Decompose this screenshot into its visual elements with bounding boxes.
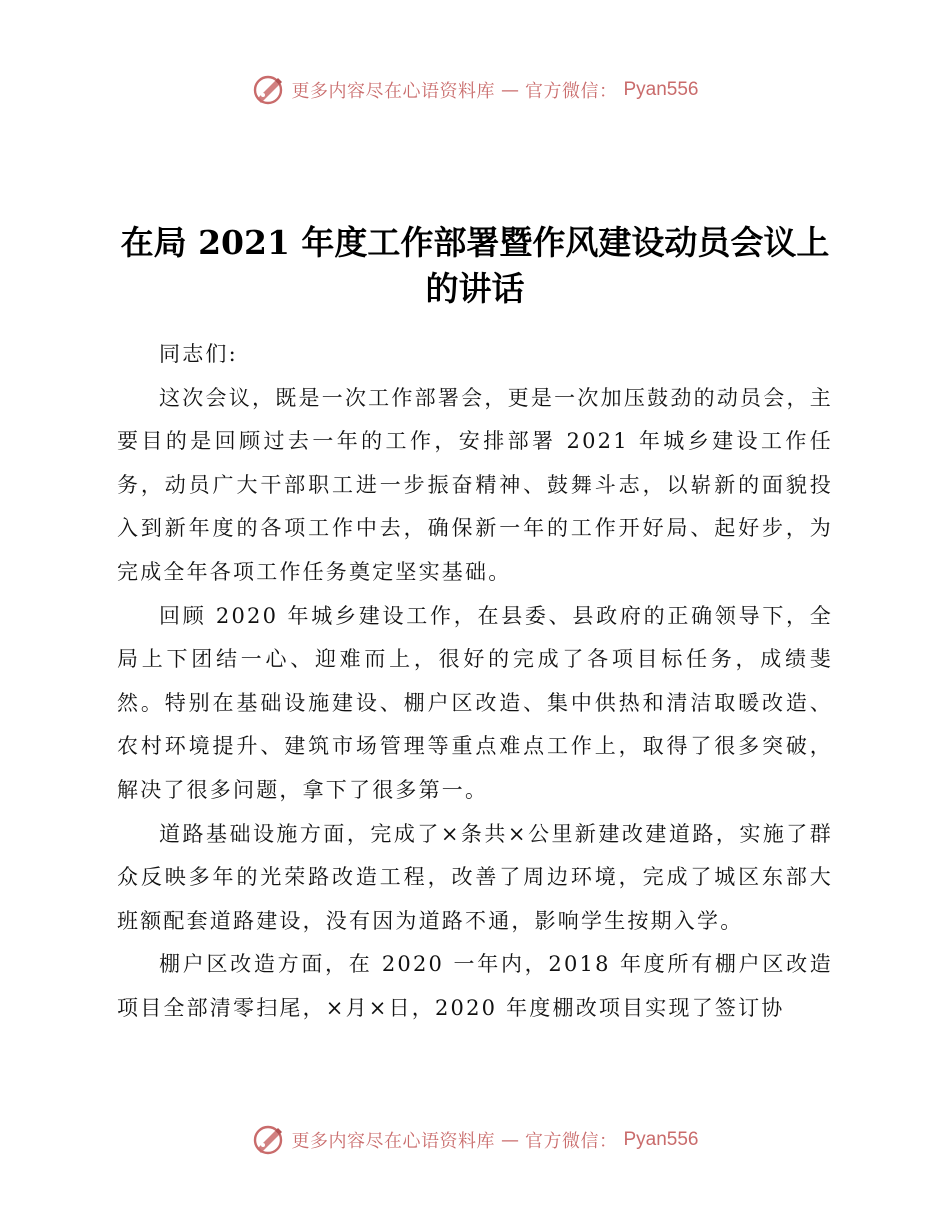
paragraph: 棚户区改造方面，在 2020 一年内，2018 年度所有棚户区改造项目全部清零扫尾，×月×日，2020 年度棚改项目实现了签订协 [117, 952, 833, 1020]
document-body [117, 333, 833, 1031]
pen-logo-icon [251, 1123, 285, 1157]
footer-watermark-banner [0, 1120, 950, 1160]
pen-logo-icon [251, 73, 285, 107]
banner-separator: — [500, 1129, 519, 1151]
banner-text: 更多内容尽在心语资料库 [291, 81, 495, 102]
banner-separator: — [500, 79, 519, 101]
paragraph: 道路基础设施方面，完成了×条共×公里新建改建道路，实施了群众反映多年的光荣路改造工程，改善了周边环境，完成了城区东部大班额配套道路建设，没有因为道路不通，影响学生按期入学。 [117, 821, 833, 933]
salutation: 同志们: [159, 342, 238, 366]
banner-wechat-id: Pyan556 [623, 79, 699, 100]
banner-wechat-label: 官方微信： [524, 81, 618, 102]
document-title: 在局 2021 年度工作部署暨作风建设动员会议上的讲话 [120, 223, 830, 308]
header-watermark-banner [0, 70, 950, 110]
banner-text: 更多内容尽在心语资料库 [291, 1131, 495, 1152]
paragraph: 这次会议，既是一次工作部署会，更是一次加压鼓劲的动员会，主要目的是回顾过去一年的工作，安排部署 2021 年城乡建设工作任务，动员广大干部职工进一步振奋精神、鼓舞斗志，以崭新的面貌投入到新年度的各项工作中去，确保新一年的工作开好局、起好步，为完成全年各项工作任务奠定坚实基础。 [117, 385, 833, 584]
banner-wechat-id: Pyan556 [623, 1129, 699, 1150]
paragraph: 回顾 2020 年城乡建设工作，在县委、县政府的正确领导下，全局上下团结一心、迎难而上，很好的完成了各项目标任务，成绩斐然。特别在基础设施建设、棚户区改造、集中供热和清洁取暖改造、农村环境提升、建筑市场管理等重点难点工作上，取得了很多突破，解决了很多问题，拿下了很多第一。 [117, 603, 833, 802]
banner-wechat-label: 官方微信： [524, 1131, 618, 1152]
